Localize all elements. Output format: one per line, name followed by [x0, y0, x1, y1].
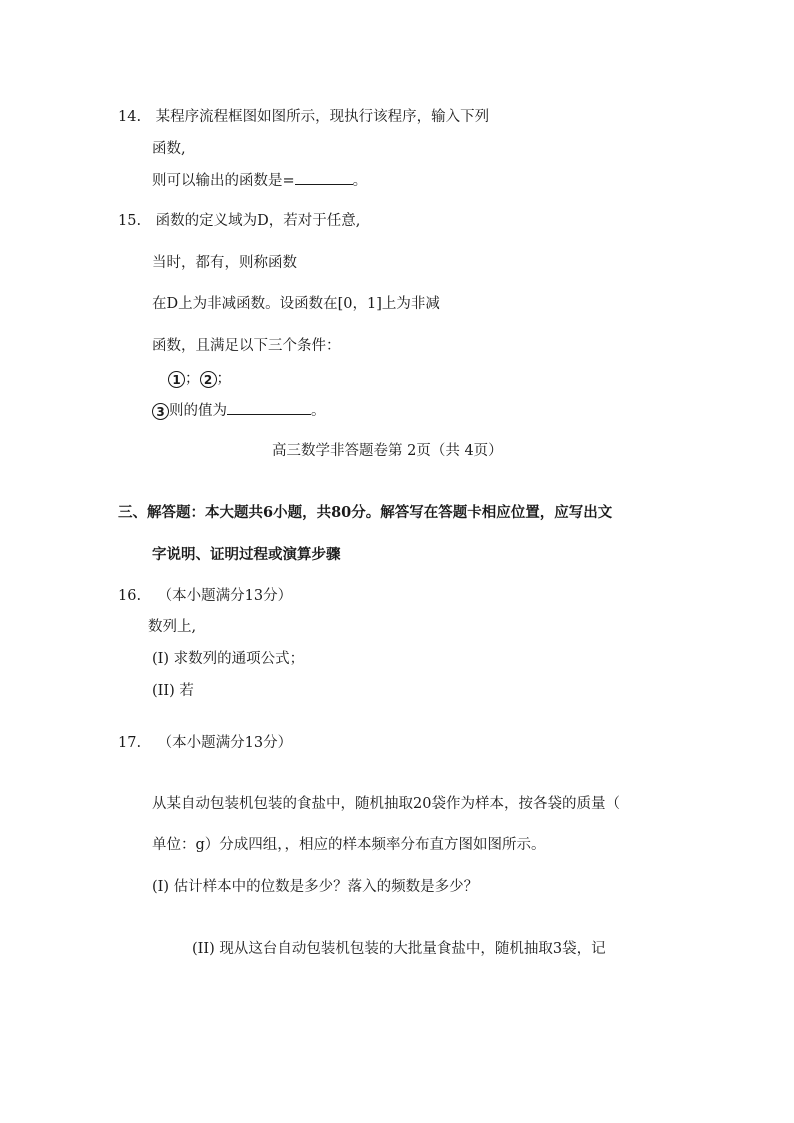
condition-3-marker: 3 — [152, 403, 169, 420]
q15-text-6-end: 。 — [311, 403, 326, 419]
q17-score: （本小题满分13分） — [157, 735, 293, 751]
q16-part2: (II) 若 — [152, 683, 194, 699]
section-3-heading-line2: 字说明、证明过程或演算步骤 — [152, 546, 341, 563]
q16-score: （本小题满分13分） — [157, 588, 293, 604]
q14-line2: 函数, — [152, 141, 186, 157]
q15-line4: 函数，且满足以下三个条件： — [152, 338, 341, 354]
q16-part1: (I) 求数列的通项公式； — [152, 651, 305, 667]
q14-text-3-end: 。 — [352, 173, 368, 189]
q14-line3 — [152, 172, 367, 190]
q15-text-1: 函数的定义域为D，若对于任意, — [155, 213, 361, 229]
q17-line1: 从某自动包装机包装的食盐中，随机抽取20袋作为样本，按各袋的质量（ — [152, 796, 620, 812]
q17-number: 17. — [118, 735, 142, 751]
condition-2-marker: 2 — [200, 371, 217, 388]
q15-line6 — [152, 402, 326, 420]
q17-part2: (II) 现从这台自动包装机包装的大批量食盐中，随机抽取3袋，记 — [192, 941, 606, 957]
q14-text-1: 某程序流程框图如图所示，现执行该程序，输入下列 — [155, 109, 490, 125]
q17-line2: 单位：g）分成四组，，相应的样本频率分布直方图如图所示。 — [152, 837, 546, 853]
q16-header — [118, 587, 292, 605]
q15-line5 — [168, 370, 231, 388]
section-3-heading-line1: 三、解答题：本大题共6小题，共80分。解答写在答题卡相应位置，应写出文 — [118, 504, 613, 521]
q17-header — [118, 734, 292, 752]
q16-line1: 数列上, — [148, 619, 197, 635]
q15-line3: 在D上为非减函数。设函数在[0，1]上为非减 — [152, 296, 440, 312]
condition-1-sep: ； — [185, 371, 200, 387]
page-footer: 高三数学非答题卷第 2页（共 4页） — [272, 443, 503, 459]
q14-number: 14. — [118, 109, 142, 125]
q14-line1 — [118, 108, 489, 126]
q15-line2: 当时，都有，则称函数 — [152, 255, 297, 271]
q15-number: 15. — [118, 213, 142, 229]
q16-number: 16. — [118, 588, 142, 604]
condition-2-sep: ； — [216, 371, 231, 387]
q14-text-3: 则可以输出的函数是= — [152, 173, 295, 189]
q15-line1 — [118, 212, 360, 230]
q14-answer-blank — [295, 172, 353, 185]
q15-text-6: 则的值为 — [169, 403, 227, 419]
condition-1-marker: 1 — [168, 371, 185, 388]
q15-answer-blank — [227, 402, 311, 415]
q17-part1: (I) 估计样本中的位数是多少？落入的频数是多少？ — [152, 879, 479, 895]
